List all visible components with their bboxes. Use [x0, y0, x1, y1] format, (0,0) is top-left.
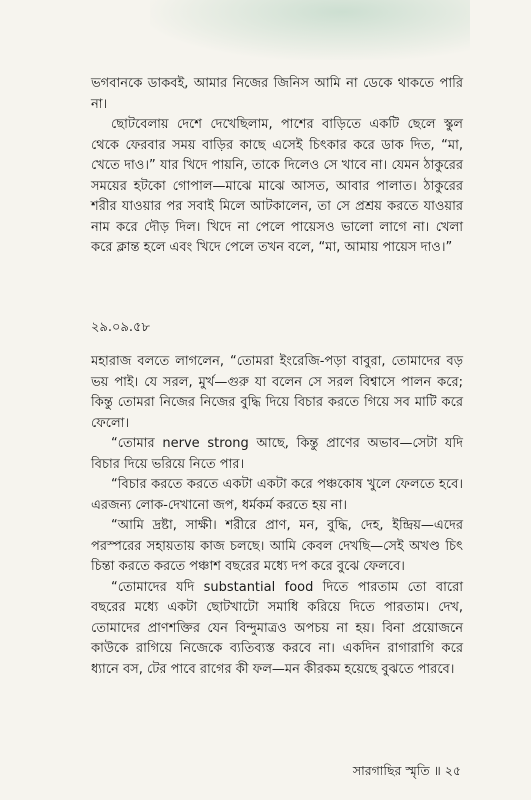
paragraph: “তোমাদের যদি substantial food দিতে পারতাম তো বারো বছরের মধ্যে একটা ছোটখাটো সমাধি করিয়ে দিতে পারতাম। দেখ, তোমাদের প্রাণশক্তির যেন বিন্দুমাত্রও অপচয় না হয়। বিনা প্রয়োজনে কাউকে রাগিয়ে নিজেকে ব্যতিব্যস্ত করবে না। একদিন রাগারাগি করে ধ্যানে বস, টের পাবে রাগের কী ফল—মন কীরকম হয়েছে বুঝতে পারবে। — [91, 579, 463, 677]
book-title: সারগাছির স্মৃতি — [352, 763, 430, 778]
paragraph: ছোটবেলায় দেশে দেখেছিলাম, পাশের বাড়িতে একটি ছেলে স্কুল থেকে ফেরবার সময় বাড়ির কাছে এসেই চিৎকার করে ডাক দিত, “মা, খেতে দাও।” যার খিদে পায়নি, তাকে দিলেও সে খাবে না। যেমন ঠাকুরের সময়ের হটকো গোপাল—মাঝে মাঝে আসত, আবার পালাত। ঠাকুরের শরীর যাওয়ার পর সবাই মিলে আটকালেন, তা সে প্রশ্রয় করতে যাওয়ার নাম করে দৌড় দিল। খিদে না পেলে পায়েসও ভালো লাগে না। খেলা করে ক্লান্ত হলে এবং খিদে পেলে তখন বলে, “মা, আমায় পায়েস দাও।” — [91, 117, 463, 255]
paragraph: মহারাজ বলতে লাগলেন, “তোমরা ইংরেজি-পড়া বাবুরা, তোমাদের বড় ভয় পাই। যে সরল, মুর্খ—গুরু যা বলেন সে সরল বিশ্বাসে পালন করে; কিন্তু তোমরা নিজের নিজের বুদ্ধি দিয়ে বিচার করতে গিয়ে সব মাটি করে ফেলো। — [91, 354, 463, 431]
section-1 — [91, 74, 463, 259]
paragraph: “তোমার nerve strong আছে, কিন্তু প্রাণের অভাব—সেটা যদি বিচার দিয়ে ভরিয়ে নিতে পার। — [91, 436, 463, 472]
section-2 — [91, 352, 463, 680]
entry-date: ২৯.০৯.৫৮ — [91, 320, 150, 335]
page-stain — [150, 0, 470, 60]
paragraph: ভগবানকে ডাকবই, আমার নিজের জিনিস আমি না ডেকে থাকতে পারি না। — [91, 76, 463, 112]
paragraph: “বিচার করতে করতে একটা একটা করে পঞ্চকোষ খুলে ফেলতে হবে। এরজন্য লোক-দেখানো জপ, ধর্মকর্ম করতে হয় না। — [91, 477, 463, 513]
page-footer — [353, 762, 461, 780]
paragraph: “আমি দ্রষ্টা, সাক্ষী। শরীরে প্রাণ, মন, বুদ্ধি, দেহ, ইন্দ্রিয়—এদের পরস্পরের সহায়তায় কাজ চলছে। আমি কেবল দেখছি—সেই অখণ্ড চিৎ চিন্তা করতে করতে পঞ্চাশ বছরের মধ্যে দপ করে বুঝে ফেলবে। — [91, 518, 463, 574]
footer-separator: ॥ — [433, 763, 441, 778]
page-number: ২৫ — [444, 763, 461, 778]
